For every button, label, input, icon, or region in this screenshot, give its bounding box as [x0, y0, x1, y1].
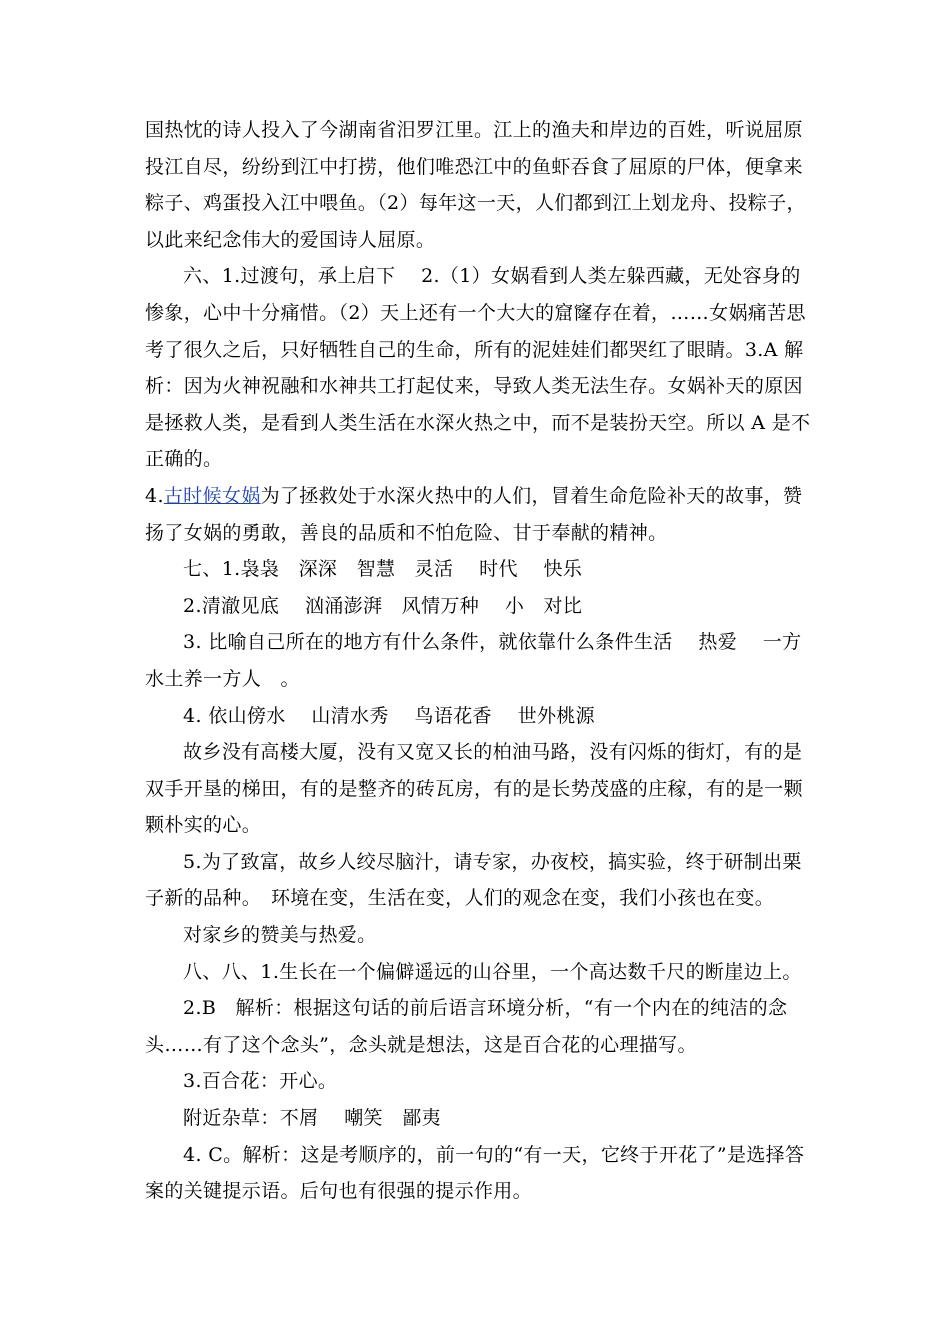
paragraph-section-7-q1: 七、1.袅袅 深深 智慧 灵活 时代 快乐 — [183, 558, 583, 581]
paragraph-section-6: 六、1.过渡句，承上启下 2.（1）女娲看到人类左躲西藏，无处容身的惨象，心中十分痛惜。（2）天上还有一个大大的窟窿存在着，……女娲痛苦思考了很久之后，只好牺牲自己的生命，所有的泥娃娃们都哭红了眼睛。3.A 解析：因为火神祝融和水神共工打起仗来，导致人类无法生存。女娲补天的原因是拯救人类，是看到人类生活在水深火热之中，而不是装扮天空。所以 A 是不正确的。 — [145, 265, 811, 471]
question-number: 4. — [145, 484, 164, 507]
answer-text-body — [145, 112, 813, 1210]
paragraph-section-7-q5: 5.为了致富，故乡人绞尽脑汁，请专家，办夜校，搞实验，终于研制出栗子新的品种。 环境在变，生活在变，人们的观念在变，我们小孩也在变。 — [145, 850, 802, 910]
paragraph-section-7-summary: 对家乡的赞美与热爱。 — [183, 924, 377, 947]
paragraph-quyuan-story: 国热忱的诗人投入了今湖南省汨罗江里。江上的渔夫和岸边的百姓，听说屈原投江自尽，纷纷到江中打捞，他们唯恐江中的鱼虾吞食了屈原的尸体，便拿来粽子、鸡蛋投入江中喂鱼。（2）每年这一天，人们都到江上划龙舟、投粽子，以此来纪念伟大的爱国诗人屈原。 — [145, 119, 806, 251]
paragraph-text: 为了拯救处于水深火热中的人们，冒着生命危险补天的故事，赞扬了女娲的勇敢，善良的品质和不怕危险、甘于奉献的精神。 — [145, 484, 803, 544]
paragraph-section-8-q2: 2.B 解析：根据这句话的前后语言环境分析，“有一个内在的纯洁的念头……有了这个念头”，念头就是想法，这是百合花的心理描写。 — [145, 997, 788, 1056]
paragraph-section-6-q4 — [145, 478, 813, 551]
paragraph-section-8-q3-weeds: 附近杂草：不屑 嘲笑 鄙夷 — [183, 1107, 441, 1130]
paragraph-section-7-q2: 2.清澈见底 汹涌澎湃 风情万种 小 对比 — [183, 594, 583, 617]
nuwa-link[interactable]: 古时候女娲 — [163, 484, 261, 507]
paragraph-section-7-q3: 3. 比喻自己所在的地方有什么条件，就依靠什么条件生活 热爱 一方水土养一方人 。 — [145, 631, 802, 690]
paragraph-section-8-q3: 3.百合花：开心。 — [183, 1070, 338, 1093]
paragraph-section-7-q4: 4. 依山傍水 山清水秀 鸟语花香 世外桃源 — [183, 704, 596, 727]
paragraph-section-8-q1: 八、八、1.生长在一个偏僻遥远的山谷里，一个高达数千尺的断崖边上。 — [183, 960, 802, 983]
paragraph-section-8-q4: 4. C。解析：这是考顺序的，前一句的“有一天，它终于开花了”是选择答案的关键提示语。后句也有很强的提示作用。 — [145, 1143, 805, 1203]
paragraph-hometown-description: 故乡没有高楼大厦，没有又宽又长的柏油马路，没有闪烁的街灯，有的是双手开垦的梯田，有的是整齐的砖瓦房，有的是长势茂盛的庄稼，有的是一颗颗朴实的心。 — [145, 741, 803, 837]
